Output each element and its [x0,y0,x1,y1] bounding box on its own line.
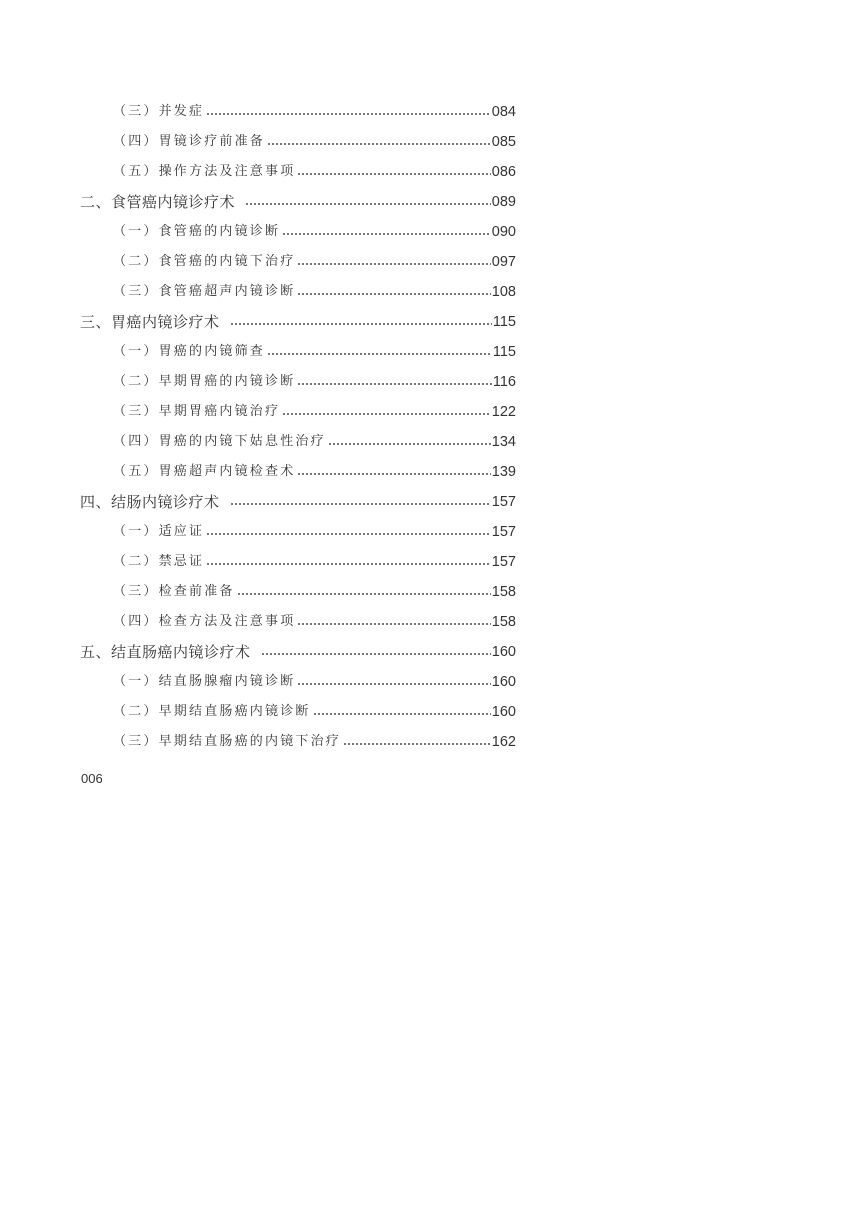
toc-dot-leader [328,443,491,445]
toc-entry-page: 160 [491,704,516,720]
toc-dot-leader [282,233,491,235]
toc-section-page: 115 [492,314,516,330]
toc-entry-page: 134 [491,434,516,450]
toc-dot-leader [237,593,491,595]
toc-dot-leader [206,113,491,115]
toc-dot-leader [297,473,490,475]
toc-dot-leader [261,653,491,655]
toc-section-title: 五、结直肠癌内镜诊疗术 [80,643,251,661]
toc-entry-page: 162 [491,734,516,750]
toc-entry-page: 108 [491,284,516,300]
toc-entry-page: 116 [492,374,516,390]
toc-dot-leader [230,503,491,505]
toc-dot-leader [245,203,491,205]
toc-entry-title: （一）食管癌的内镜诊断 [113,224,281,239]
toc-section-title: 四、结肠内镜诊疗术 [80,493,220,511]
toc-section[interactable] [80,487,516,517]
toc-entry-title: （四）检查方法及注意事项 [113,614,296,629]
toc-dot-leader [206,563,491,565]
toc-entry[interactable] [80,727,516,757]
toc-dot-leader [297,173,490,175]
toc-entry[interactable] [80,217,516,247]
toc-entry-title: （四）胃镜诊疗前准备 [113,134,266,149]
toc-entry[interactable] [80,97,516,127]
toc-entry[interactable] [80,697,516,727]
toc-entry-page: 097 [491,254,516,270]
toc-entry[interactable] [80,427,516,457]
toc-entry[interactable] [80,337,516,367]
toc-entry-page: 122 [491,404,516,420]
toc-entry-title: （二）禁忌证 [113,554,205,569]
toc-entry-page: 157 [491,524,516,540]
toc-entry-title: （二）食管癌的内镜下治疗 [113,254,296,269]
toc-section-page: 157 [491,494,516,510]
toc-section[interactable] [80,187,516,217]
toc-entry-title: （二）早期胃癌的内镜诊断 [113,374,296,389]
toc-entry-page: 160 [491,674,516,690]
toc-entry-title: （三）早期胃癌内镜治疗 [113,404,281,419]
toc-entry[interactable] [80,127,516,157]
toc-entry[interactable] [80,157,516,187]
toc-section[interactable] [80,637,516,667]
toc-entry-title: （三）早期结直肠癌的内镜下治疗 [113,734,342,749]
toc-entry-title: （一）适应证 [113,524,205,539]
toc-dot-leader [313,713,491,715]
toc-entry[interactable] [80,457,516,487]
toc-dot-leader [297,683,490,685]
toc-entry-title: （三）食管癌超声内镜诊断 [113,284,296,299]
toc-entry-page: 085 [491,134,516,150]
toc-entry-page: 115 [492,344,516,360]
toc-dot-leader [282,413,491,415]
toc-section[interactable] [80,307,516,337]
toc-entry-page: 139 [491,464,516,480]
toc-entry-page: 158 [491,584,516,600]
toc-entry-page: 090 [491,224,516,240]
toc-entry-page: 157 [491,554,516,570]
toc-dot-leader [297,263,490,265]
toc-entry-title: （四）胃癌的内镜下姑息性治疗 [113,434,326,449]
toc-dot-leader [297,623,490,625]
toc-entry-title: （一）胃癌的内镜筛查 [113,344,266,359]
toc-section-title: 二、食管癌内镜诊疗术 [80,193,236,211]
table-of-contents [80,97,516,757]
toc-dot-leader [267,143,491,145]
toc-entry-title: （三）并发症 [113,104,205,119]
toc-entry-title: （五）胃癌超声内镜检查术 [113,464,296,479]
toc-entry-title: （一）结直肠腺瘤内镜诊断 [113,674,296,689]
toc-entry[interactable] [80,517,516,547]
page-number: 006 [81,771,103,786]
toc-entry-title: （二）早期结直肠癌内镜诊断 [113,704,311,719]
toc-entry[interactable] [80,277,516,307]
toc-entry[interactable] [80,367,516,397]
toc-dot-leader [206,533,491,535]
toc-section-title: 三、胃癌内镜诊疗术 [80,313,220,331]
toc-entry[interactable] [80,397,516,427]
toc-dot-leader [343,743,491,745]
toc-entry-page: 158 [491,614,516,630]
toc-entry[interactable] [80,247,516,277]
toc-dot-leader [267,353,492,355]
toc-entry[interactable] [80,577,516,607]
toc-dot-leader [230,323,492,325]
toc-section-page: 089 [491,194,516,210]
toc-entry-page: 086 [491,164,516,180]
toc-entry[interactable] [80,547,516,577]
toc-entry[interactable] [80,607,516,637]
toc-entry[interactable] [80,667,516,697]
toc-entry-title: （三）检查前准备 [113,584,235,599]
toc-entry-title: （五）操作方法及注意事项 [113,164,296,179]
toc-section-page: 160 [491,644,516,660]
toc-dot-leader [297,383,491,385]
toc-dot-leader [297,293,490,295]
toc-entry-page: 084 [491,104,516,120]
